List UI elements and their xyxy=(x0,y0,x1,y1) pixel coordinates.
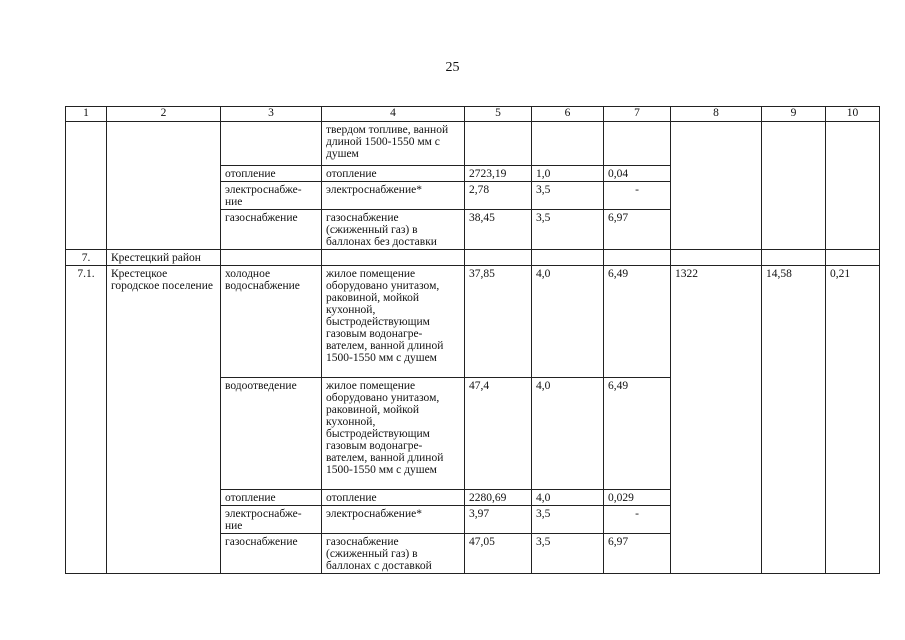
header-cell: 3 xyxy=(221,107,322,122)
header-cell: 4 xyxy=(322,107,465,122)
district-number: 7. xyxy=(66,250,107,266)
value-cell: 4,0 xyxy=(532,378,604,490)
conditions-cell: отопление xyxy=(322,490,465,506)
conditions-cell: жилое помещение оборудовано унитазом, раковиной, мойкой кухонной, быстродействующим газовым водонагре-вателем, ванной длиной 1500-1550 мм с душем xyxy=(322,266,465,378)
conditions-cell: жилое помещение оборудовано унитазом, раковиной, мойкой кухонной, быстродействующим газовым водонагре-вателем, ванной длиной 1500-1550 мм с душем xyxy=(322,378,465,490)
value-cell: 6,97 xyxy=(604,534,671,574)
value-cell: 3,5 xyxy=(532,182,604,210)
page-number: 25 xyxy=(445,60,460,75)
table-row xyxy=(66,266,880,378)
value-cell xyxy=(762,122,826,250)
value-cell: 2280,69 xyxy=(465,490,532,506)
district-row xyxy=(66,250,880,266)
row-number-cell xyxy=(66,122,107,250)
value-cell xyxy=(465,122,532,166)
header-row xyxy=(66,107,880,122)
header-cell: 5 xyxy=(465,107,532,122)
service-cell: водоотведение xyxy=(221,378,322,490)
table-row xyxy=(66,122,880,166)
value-cell xyxy=(604,122,671,166)
header-cell: 10 xyxy=(826,107,880,122)
value-cell: 47,05 xyxy=(465,534,532,574)
value-cell: - xyxy=(604,182,671,210)
value-cell: 37,85 xyxy=(465,266,532,378)
conditions-cell: газоснабжение (сжиженный газ) в баллонах с доставкой xyxy=(322,534,465,574)
value-cell: 38,45 xyxy=(465,210,532,250)
value-cell: 3,5 xyxy=(532,506,604,534)
value-cell: 6,49 xyxy=(604,378,671,490)
service-cell: газоснабжение xyxy=(221,534,322,574)
value-cell xyxy=(826,122,880,250)
service-cell: электроснабже-ние xyxy=(221,506,322,534)
row-number-cell: 7.1. xyxy=(66,266,107,574)
value-cell: 47,4 xyxy=(465,378,532,490)
service-cell: холодное водоснабжение xyxy=(221,266,322,378)
value-cell: 3,5 xyxy=(532,210,604,250)
value-cell: 14,58 xyxy=(762,266,826,574)
service-cell: отопление xyxy=(221,166,322,182)
value-cell: 6,97 xyxy=(604,210,671,250)
header-cell: 8 xyxy=(671,107,762,122)
value-cell: 3,5 xyxy=(532,534,604,574)
service-cell: электроснабже-ние xyxy=(221,182,322,210)
conditions-cell: отопление xyxy=(322,166,465,182)
value-cell: 2,78 xyxy=(465,182,532,210)
header-cell: 9 xyxy=(762,107,826,122)
service-cell xyxy=(221,122,322,166)
value-cell: 0,21 xyxy=(826,266,880,574)
district-name: Крестецкий район xyxy=(107,250,221,266)
conditions-cell: электроснабжение* xyxy=(322,506,465,534)
conditions-cell: газоснабжение (сжиженный газ) в баллонах без доставки xyxy=(322,210,465,250)
value-cell xyxy=(671,122,762,250)
value-cell: 2723,19 xyxy=(465,166,532,182)
value-cell: 0,029 xyxy=(604,490,671,506)
header-cell: 6 xyxy=(532,107,604,122)
value-cell: 0,04 xyxy=(604,166,671,182)
value-cell: 1322 xyxy=(671,266,762,574)
value-cell: 6,49 xyxy=(604,266,671,378)
value-cell xyxy=(532,122,604,166)
header-cell: 2 xyxy=(107,107,221,122)
value-cell: 3,97 xyxy=(465,506,532,534)
header-cell: 1 xyxy=(66,107,107,122)
conditions-cell: твердом топливе, ванной длиной 1500-1550 мм с душем xyxy=(322,122,465,166)
value-cell: - xyxy=(604,506,671,534)
tariff-table xyxy=(65,106,880,574)
value-cell: 4,0 xyxy=(532,266,604,378)
conditions-cell: электроснабжение* xyxy=(322,182,465,210)
settlement-cell: Крестецкое городское поселение xyxy=(107,266,221,574)
value-cell: 1,0 xyxy=(532,166,604,182)
service-cell: отопление xyxy=(221,490,322,506)
header-cell: 7 xyxy=(604,107,671,122)
service-cell: газоснабжение xyxy=(221,210,322,250)
value-cell: 4,0 xyxy=(532,490,604,506)
settlement-cell xyxy=(107,122,221,250)
